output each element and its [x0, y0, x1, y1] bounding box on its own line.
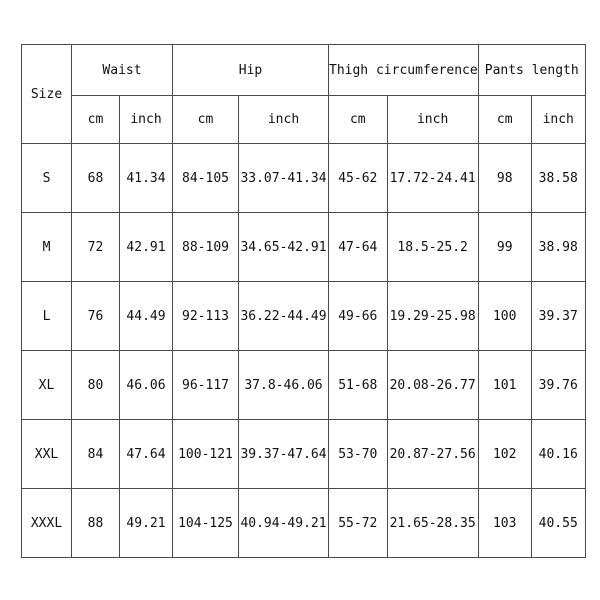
waist-cm-cell: 68: [72, 144, 120, 213]
table-row: [22, 213, 586, 282]
hip-cm-cell: 104-125: [173, 489, 239, 558]
size-cell: L: [22, 282, 72, 351]
pants-length-inch-cell: 40.55: [531, 489, 585, 558]
table-row: [22, 489, 586, 558]
header-row-groups: [22, 45, 586, 96]
thigh-cm-cell: 49-66: [329, 282, 388, 351]
thigh-inch-cell: 20.08-26.77: [387, 351, 478, 420]
table-row: [22, 282, 586, 351]
unit-header: inch: [531, 96, 585, 144]
unit-header: inch: [120, 96, 173, 144]
thigh-cm-cell: 55-72: [329, 489, 388, 558]
waist-cm-cell: 84: [72, 420, 120, 489]
pants-length-inch-cell: 40.16: [531, 420, 585, 489]
unit-header: cm: [173, 96, 239, 144]
thigh-cm-cell: 51-68: [329, 351, 388, 420]
waist-inch-cell: 46.06: [120, 351, 173, 420]
table-row: [22, 420, 586, 489]
hip-header: Hip: [173, 45, 329, 96]
pants-length-inch-cell: 39.76: [531, 351, 585, 420]
waist-header: Waist: [72, 45, 173, 96]
thigh-inch-cell: 19.29-25.98: [387, 282, 478, 351]
thigh-inch-cell: 21.65-28.35: [387, 489, 478, 558]
pants-length-inch-cell: 38.98: [531, 213, 585, 282]
hip-cm-cell: 88-109: [173, 213, 239, 282]
waist-inch-cell: 47.64: [120, 420, 173, 489]
waist-cm-cell: 72: [72, 213, 120, 282]
size-cell: XXXL: [22, 489, 72, 558]
thigh-cm-cell: 47-64: [329, 213, 388, 282]
pants-length-inch-cell: 38.58: [531, 144, 585, 213]
header-row-units: [22, 96, 586, 144]
waist-cm-cell: 88: [72, 489, 120, 558]
waist-inch-cell: 41.34: [120, 144, 173, 213]
size-cell: XL: [22, 351, 72, 420]
hip-cm-cell: 100-121: [173, 420, 239, 489]
hip-cm-cell: 92-113: [173, 282, 239, 351]
thigh-inch-cell: 17.72-24.41: [387, 144, 478, 213]
table-row: [22, 144, 586, 213]
thigh-header: Thigh circumference: [329, 45, 479, 96]
pants-length-inch-cell: 39.37: [531, 282, 585, 351]
hip-cm-cell: 96-117: [173, 351, 239, 420]
thigh-inch-cell: 18.5-25.2: [387, 213, 478, 282]
size-chart-table: [21, 44, 586, 558]
thigh-cm-cell: 45-62: [329, 144, 388, 213]
thigh-inch-cell: 20.87-27.56: [387, 420, 478, 489]
size-header: Size: [22, 45, 72, 144]
unit-header: cm: [478, 96, 531, 144]
unit-header: inch: [387, 96, 478, 144]
pants-length-header: Pants length: [478, 45, 585, 96]
size-cell: M: [22, 213, 72, 282]
size-cell: S: [22, 144, 72, 213]
waist-cm-cell: 80: [72, 351, 120, 420]
table-row: [22, 351, 586, 420]
waist-inch-cell: 42.91: [120, 213, 173, 282]
pants-length-cm-cell: 101: [478, 351, 531, 420]
hip-inch-cell: 39.37-47.64: [239, 420, 329, 489]
hip-inch-cell: 37.8-46.06: [239, 351, 329, 420]
pants-length-cm-cell: 98: [478, 144, 531, 213]
hip-inch-cell: 40.94-49.21: [239, 489, 329, 558]
hip-cm-cell: 84-105: [173, 144, 239, 213]
hip-inch-cell: 34.65-42.91: [239, 213, 329, 282]
thigh-cm-cell: 53-70: [329, 420, 388, 489]
pants-length-cm-cell: 100: [478, 282, 531, 351]
hip-inch-cell: 33.07-41.34: [239, 144, 329, 213]
unit-header: inch: [239, 96, 329, 144]
pants-length-cm-cell: 103: [478, 489, 531, 558]
size-cell: XXL: [22, 420, 72, 489]
waist-inch-cell: 44.49: [120, 282, 173, 351]
unit-header: cm: [329, 96, 388, 144]
pants-length-cm-cell: 102: [478, 420, 531, 489]
waist-inch-cell: 49.21: [120, 489, 173, 558]
pants-length-cm-cell: 99: [478, 213, 531, 282]
waist-cm-cell: 76: [72, 282, 120, 351]
unit-header: cm: [72, 96, 120, 144]
hip-inch-cell: 36.22-44.49: [239, 282, 329, 351]
